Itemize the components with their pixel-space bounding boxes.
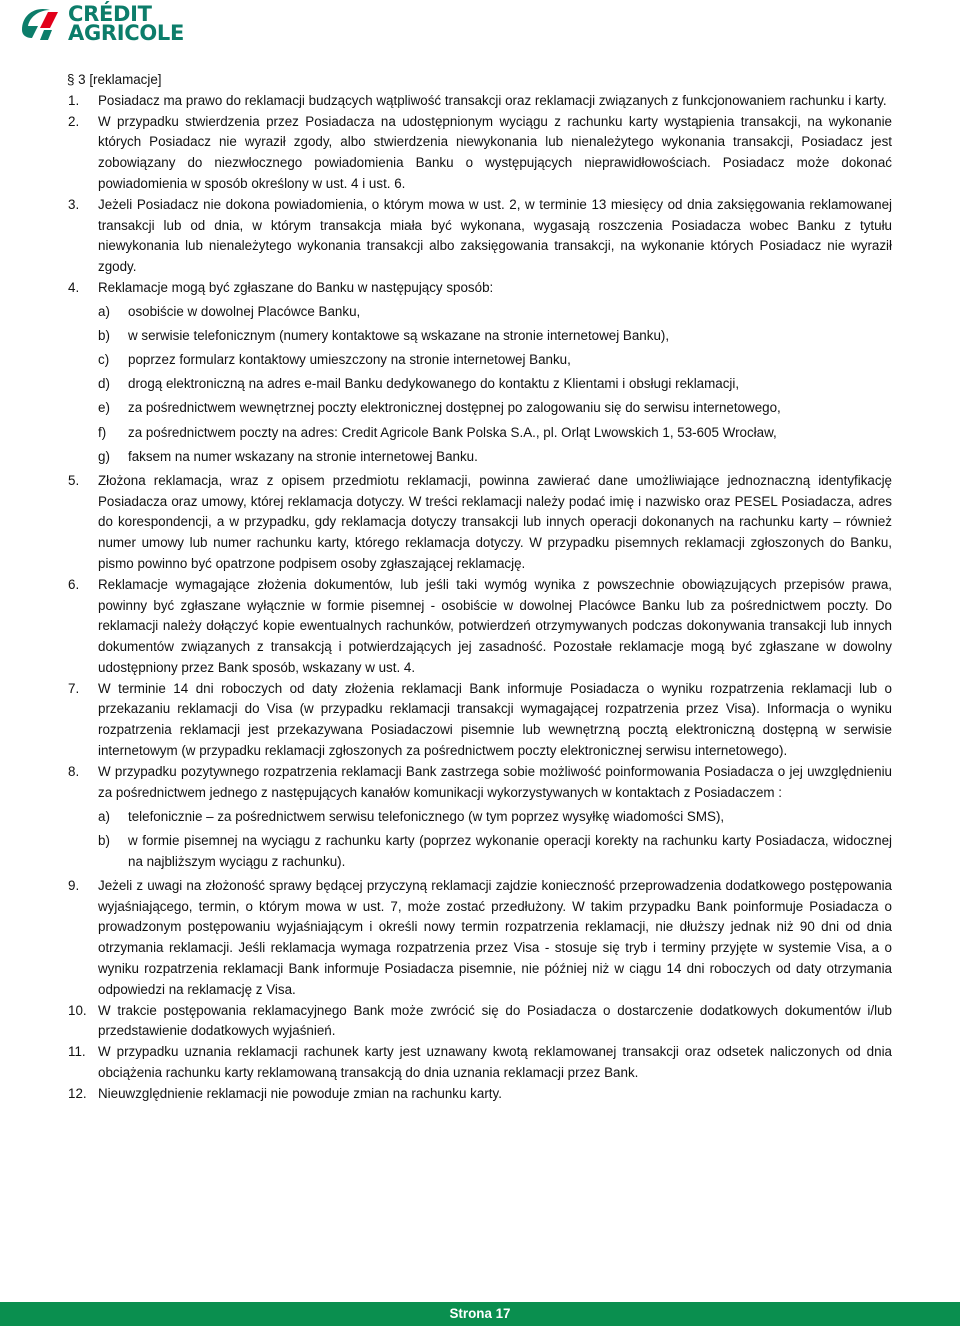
item-number: 10. [68,1002,87,1018]
sub-item [98,374,892,395]
brand-line-2: AGRICOLE [68,21,185,45]
section-title: § 3 [reklamacje] [67,72,162,87]
sub-item-text: faksem na numer wskazany na stronie internetowej Banku. [128,448,478,464]
page-number: Strona 17 [449,1306,511,1321]
item-text: Jeżeli Posiadacz nie dokona powiadomienia, o którym mowa w ust. 2, w terminie 13 miesięcy od dnia zaksięgowania reklamowanej transakcji lub od dnia, w którym transakcja miała być wykonana, wygasają roszczenia Posiadacza wobec Banku z tytułu niewykonania lub nienależytego wykonania transakcji albo zaksięgowania transakcji, na wykonanie których Posiadacz nie wyraził zgody. [98,196,892,275]
item-number: 1. [68,92,80,108]
list-item [68,575,892,679]
sub-item-text: w formie pisemnej na wyciągu z rachunku karty (poprzez wykonanie operacji korekty na rachunku karty Posiadacza, widocznej na najbliższym wyciągu z rachunku). [128,832,892,869]
sub-item-letter: a) [98,304,110,320]
item-number: 11. [68,1044,86,1060]
item-number: 5. [68,472,80,488]
sub-item-letter: c) [98,352,110,368]
list-item [68,1042,892,1084]
list-item [68,1001,892,1043]
sub-item-letter: e) [98,400,110,416]
sub-item-text: w serwisie telefonicznym (numery kontaktowe są wskazane na stronie internetowej Banku), [128,328,670,344]
sub-item [98,423,892,444]
item-number: 2. [68,113,80,129]
sub-item [98,302,892,323]
list-item [68,278,892,471]
page-footer [0,1302,960,1326]
sub-item-text: drogą elektroniczną na adres e-mail Banku dedykowanego do kontaktu z Klientami i obsługi reklamacji, [128,376,740,392]
list-item [68,762,892,876]
brand-line-1: CRÉDIT [68,2,152,26]
sub-item-text: za pośrednictwem wewnętrznej poczty elektronicznej dostępnej po zalogowaniu się do serwisu internetowego, [128,400,781,416]
item-number: 3. [68,196,80,212]
sub-item-text: osobiście w dowolnej Placówce Banku, [128,304,361,320]
list-item [68,876,892,1001]
item-text: Reklamacje mogą być zgłaszane do Banku w następujący sposób: [98,279,494,295]
item-text: Posiadacz ma prawo do reklamacji budzących wątpliwość transakcji oraz reklamacji związanych z funkcjonowaniem rachunku i karty. [98,92,887,108]
sub-item-text: telefonicznie – za pośrednictwem serwisu telefonicznego (w tym poprzez wysyłkę wiadomości SMS), [128,808,725,824]
list-item [68,1084,892,1105]
item-text: W terminie 14 dni roboczych od daty złożenia reklamacji Bank informuje Posiadacza o wyniku rozpatrzenia reklamacji lub o przekazaniu reklamacji do Visa (w przypadku reklamacji transakcji wymagającej rozpatrzenia przez Visa). Informacja o wyniku rozpatrzenia reklamacji jest przekazywana Posiadaczowi pisemnie lub wewnętrzną pocztą elektroniczną dostępną w serwisie internetowym (w przypadku reklamacji zgłoszonych za pośrednictwem poczty elektronicznej serwisu internetowego). [98,680,892,759]
item-number: 6. [68,576,80,592]
sub-item-letter: b) [98,832,110,848]
item-text: Nieuwzględnienie reklamacji nie powoduje zmian na rachunku karty. [98,1085,502,1101]
sub-item-letter: f) [98,424,107,440]
sub-item-text: poprzez formularz kontaktowy umieszczony na stronie internetowej Banku, [128,352,571,368]
item-text: Reklamacje wymagające złożenia dokumentów, lub jeśli taki wymóg wynika z powszechnie obowiązujących przepisów prawa, powinny być zgłaszane wyłącznie w formie pisemnej - osobiście w dowolnej Placówce Banku lub za pośrednictwem poczty. Do reklamacji należy dołączyć kopie ewentualnych rachunków, potwierdzeń otrzymywanych podczas dokonywania transakcji lub innych dokumentów związanych z transakcją i potwierdzających jej zasadność. Pozostałe reklamacje mogą być zgłaszane w dowolny udostępniony przez Bank sposób, wskazany w ust. 4. [98,576,892,675]
sub-item [98,350,892,371]
document-body [68,70,892,1105]
list-item [68,91,892,112]
sub-item [98,447,892,468]
sub-item [98,326,892,347]
credit-agricole-emblem-icon [18,4,62,44]
item-text: W przypadku uznania reklamacji rachunek karty jest uznawany kwotą reklamowanej transakcji oraz odsetek naliczonych od dnia obciążenia rachunku karty reklamowaną transakcją do dnia uznania reklamacji przez Bank. [98,1044,892,1080]
sub-item-letter: d) [98,376,110,392]
item-text: W trakcie postępowania reklamacyjnego Bank może zwrócić się do Posiadacza o dostarczenie dodatkowych dokumentów i/lub przedstawienie dodatkowych wyjaśnień. [98,1002,892,1039]
sub-item-letter: g) [98,448,110,464]
sub-item-letter: b) [98,328,110,344]
item-text: Złożona reklamacja, wraz z opisem przedmiotu reklamacji, powinna zawierać dane umożliwiające jednoznaczną identyfikację Posiadacza oraz umowy, której reklamacja dotyczy. W treści reklamacji należy podać imię i nazwisko oraz PESEL Posiadacza, adres do korespondencji, a w przypadku, gdy reklamacja dotyczy transakcji lub innych operacji dokonanych na rachunku karty – również numer umowy lub numer rachunku karty, którego reklamacja dotyczy. W przypadku pisemnych reklamacji zgłoszonych do Banku, pismo powinno być opatrzone podpisem osoby zgłaszającej reklamację. [98,472,892,571]
item-text: Jeżeli z uwagi na złożoność sprawy będącej przyczyną reklamacji zajdzie konieczność przeprowadzenia dodatkowego postępowania wyjaśniającego, termin, o którym mowa w ust. 7, może zostać przedłużony. W takim przypadku Bank poinformuje Posiadacza o prowadzonym postępowaniu wyjaśniającym i określi nowy termin rozpatrzenia reklamacji, nie dłuższy jednak niż 90 dni od dnia otrzymania reklamacji. Jeśli reklamacja wymaga rozpatrzenia przez Visa - stosuje się tryb i terminy przyjęte w systemie Visa, a o wyniku rozpatrzenia reklamacji Bank informuje Posiadacza pisemnie, nie później niż w ciągu 14 dni roboczych od daty otrzymania odpowiedzi na reklamację z Visa. [98,877,892,997]
list-item [68,471,892,575]
item-number: 8. [68,763,80,779]
item-number: 4. [68,279,80,295]
sub-item-text: za pośrednictwem poczty na adres: Credit Agricole Bank Polska S.A., pl. Orląt Lwowskich 1, 53-605 Wrocław, [128,424,777,440]
sub-item [98,398,892,419]
item-text: W przypadku stwierdzenia przez Posiadacza na udostępnionym wyciągu z rachunku karty wystąpienia transakcji, na wykonanie których Posiadacz nie wyraził zgody, albo stwierdzenia niewykonania lub nienależytego wykonania transakcji, Posiadacz jest zobowiązany do niezwłocznego powiadomienia Banku o występujących nieprawidłowościach. Posiadacz może dokonać powiadomienia w sposób określony w ust. 4 i ust. 6. [98,113,892,191]
sub-item [98,807,892,828]
list-item [68,112,892,195]
list-item [68,195,892,278]
sub-item [98,831,892,873]
item-number: 12. [68,1085,87,1101]
item-number: 9. [68,877,80,893]
sub-item-letter: a) [98,808,110,824]
item-text: W przypadku pozytywnego rozpatrzenia reklamacji Bank zastrzega sobie możliwość poinformowania Posiadacza o jej uwzględnieniu za pośrednictwem jednego z następujących kanałów komunikacji wykorzystywanych w kontaktach z Posiadaczem : [98,763,892,800]
list-item [68,679,892,762]
bank-logo [18,4,184,44]
item-number: 7. [68,680,80,696]
